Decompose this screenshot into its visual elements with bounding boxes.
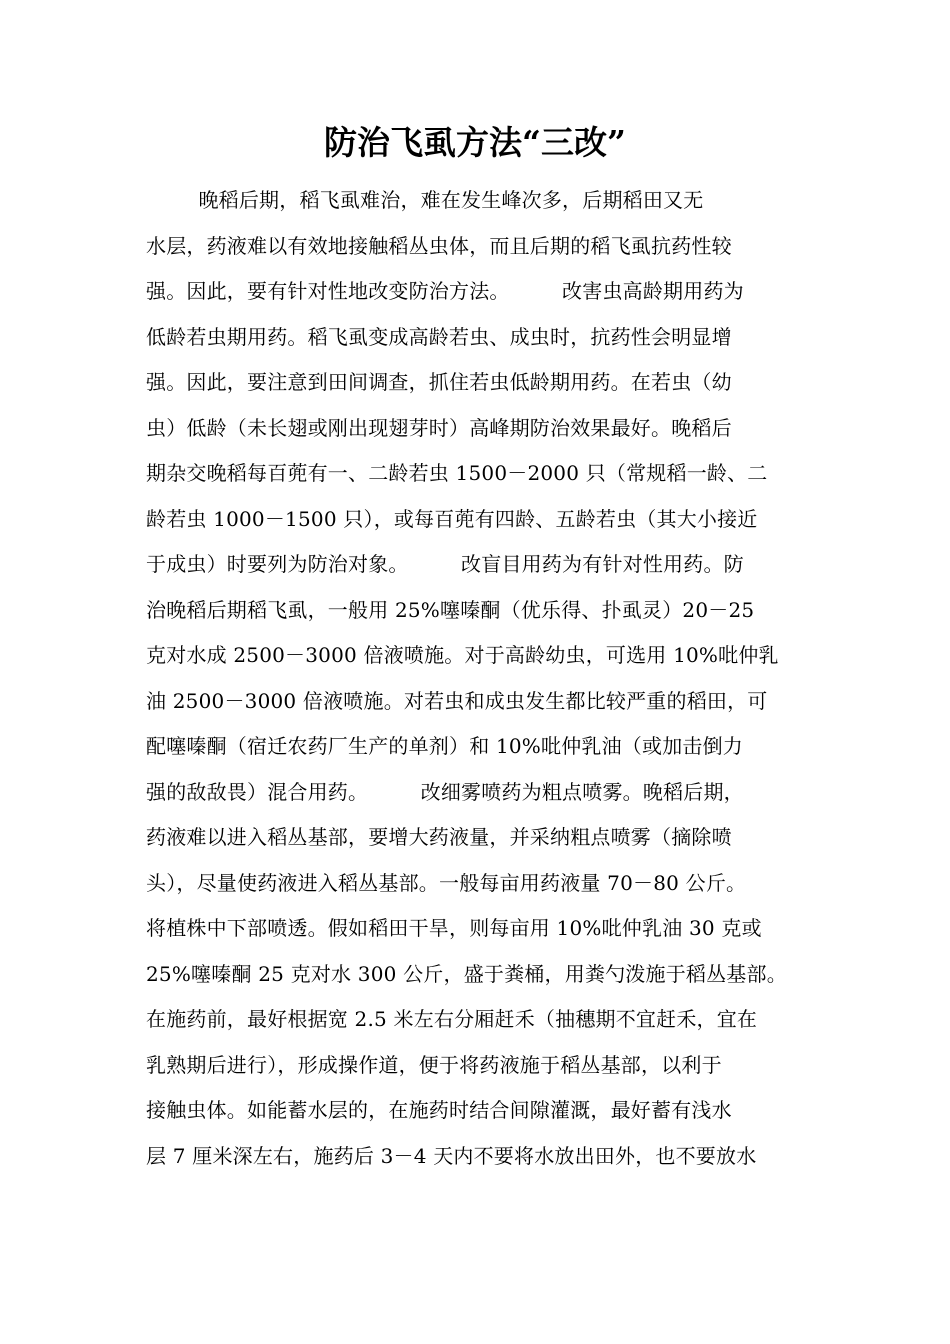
body-line: 头），尽量使药液进入稻丛基部。一般每亩用药液量 70－80 公斤。 [146,870,747,895]
body-line: 克对水成 2500－3000 倍液喷施。对于高龄幼虫，可选用 10%吡仲乳 [146,643,779,667]
body-line: 接触虫体。如能蓄水层的，在施药时结合间隙灌溉，最好蓄有浅水 [146,1098,732,1122]
body-line: 在施药前，最好根据宽 2.5 米左右分厢赶禾（抽穗期不宜赶禾，宜在 [146,1007,758,1031]
body-line: 乳熟期后进行），形成操作道，便于将药液施于稻丛基部，以利于 [146,1052,722,1077]
body-line: 水层，药液难以有效地接触稻丛虫体，而且后期的稻飞虱抗药性较 [146,233,732,258]
body-line: 将植株中下部喷透。假如稻田干旱，则每亩用 10%吡仲乳油 30 克或 [146,916,762,940]
body-line: 层 7 厘米深左右，施药后 3－4 天内不要将水放出田外，也不要放水 [146,1143,757,1168]
body-line: 强。因此，要有针对性地改变防治方法。 改害虫高龄期用药为 [146,279,744,303]
body-line: 于成虫）时要列为防治对象。 改盲目用药为有针对性用药。防 [146,552,744,576]
body-line: 强。因此，要注意到田间调查，抓住若虫低龄期用药。在若虫（幼 [146,370,732,394]
body-line: 25%噻嗪酮 25 克对水 300 公斤，盛于粪桶，用粪勺泼施于稻丛基部。 [146,961,787,986]
document-title: 防治飞虱方法“三改” [324,123,626,162]
body-line: 虫）低龄（未长翅或刚出现翅芽时）高峰期防治效果最好。晚稻后 [146,415,732,440]
body-line: 龄若虫 1000－1500 只），或每百蔸有四龄、五龄若虫（其大小接近 [146,506,758,531]
body-line: 强的敌敌畏）混合用药。 改细雾喷药为粗点喷雾。晚稻后期， [146,779,744,804]
body-line: 治晚稻后期稻飞虱，一般用 25%噻嗪酮（优乐得、扑虱灵）20－25 [146,597,755,622]
document-body [146,178,836,1179]
body-line: 药液难以进入稻丛基部，要增大药液量，并采纳粗点喷雾（摘除喷 [146,825,732,849]
body-line: 配噻嗪酮（宿迁农药厂生产的单剂）和 10%吡仲乳油（或加击倒力 [146,734,744,758]
body-line: 油 2500－3000 倍液喷施。对若虫和成虫发生都比较严重的稻田，可 [146,688,768,713]
body-line: 期杂交晚稻每百蔸有一、二龄若虫 1500－2000 只（常规稻一龄、二 [146,461,768,485]
body-line: 低龄若虫期用药。稻飞虱变成高龄若虫、成虫时，抗药性会明显增 [146,324,732,349]
body-line: 晚稻后期，稻飞虱难治，难在发生峰次多，后期稻田又无 [146,188,704,212]
